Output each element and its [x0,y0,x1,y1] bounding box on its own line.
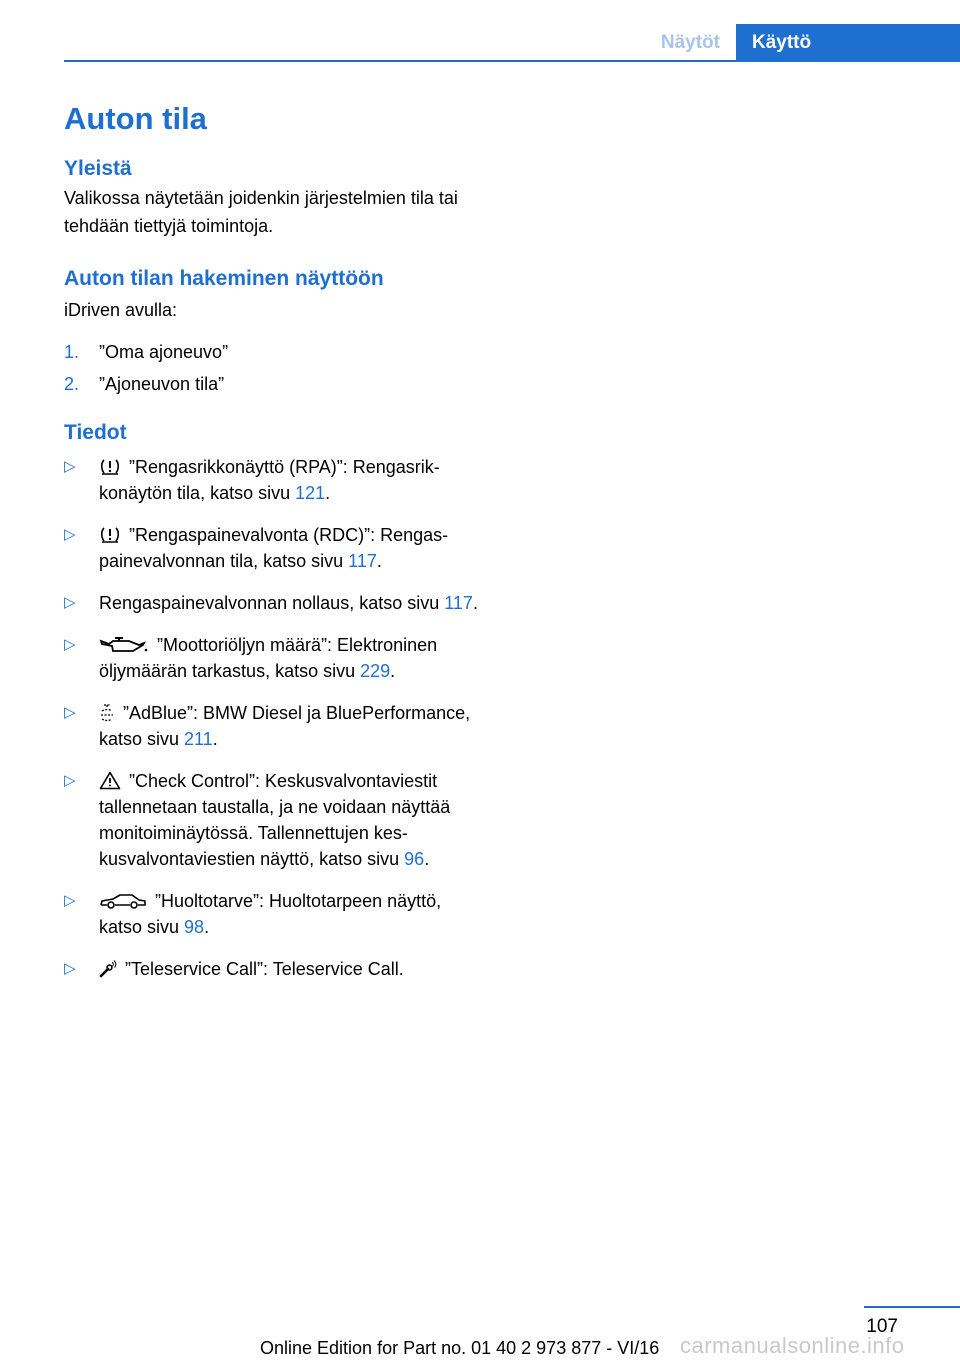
warning-triangle-icon [99,771,121,790]
header-chapter-tab[interactable]: Käyttö [736,24,960,62]
item-end: . [376,551,382,571]
tire-warning-icon [99,458,121,476]
page-title: Auton tila [64,101,207,136]
page-link[interactable]: 229 [360,661,391,681]
page-number: 107 [866,1316,898,1337]
page-link[interactable]: 98 [184,917,205,937]
item-text: ”Teleservice Call”: Teleservice Call. [125,959,404,979]
item-end: . [204,917,210,937]
item-end: . [390,661,396,681]
item-text: ”Rengaspainevalvonta (RDC)”: Rengaspainevalvonnan tila, katso sivu [99,525,449,571]
step-item [64,370,484,398]
tire-warning-icon [99,526,121,544]
section-heading-tiedot: Tiedot [64,421,127,444]
hakeminen-intro: iDriven avulla: [64,300,178,320]
page-link[interactable]: 121 [295,483,326,503]
content-column [64,98,484,998]
list-item [64,700,484,752]
item-text: ”Check Control”: Keskusvalvontaviestit tallennetaan taustalla, ja ne voidaan näyttää monitoiminäytössä. Tallennettujen keskusvalvontaviestien näyttö, katso sivu [99,771,451,869]
list-item [64,590,484,616]
bullet-icon: ▷ [64,892,76,909]
item-end: . [212,729,218,749]
list-item [64,956,484,982]
wrench-signal-icon [99,960,117,978]
step-item [64,338,484,366]
item-text: ”Moottoriöljyn määrä”: Elektroninen öljymäärän tarkastus, katso sivu [99,635,438,681]
bullet-icon: ▷ [64,772,76,789]
item-text: ”Huoltotarve”: Huoltotarpeen näyttö, katso sivu [99,891,442,937]
item-text: ”Rengasrikkonäyttö (RPA)”: Rengasrikkonäytön tila, katso sivu [99,457,440,503]
bullet-icon: ▷ [64,458,76,475]
bullet-icon: ▷ [64,704,76,721]
section-heading-hakeminen: Auton tilan hakeminen näyttöön [64,267,384,290]
adblue-icon [99,704,115,722]
item-text: ”AdBlue”: BMW Diesel ja BluePerformance, katso sivu [99,703,471,749]
step-text: ”Ajoneuvon tila” [99,374,225,394]
step-number: 2. [64,374,80,394]
oil-can-icon [99,636,149,654]
list-item [64,522,484,574]
list-item [64,888,484,940]
item-end: . [325,483,331,503]
list-item [64,768,484,872]
tiedot-list [64,454,484,982]
header-rule [64,60,960,62]
list-item [64,632,484,684]
bullet-icon: ▷ [64,960,76,977]
header-section-tab[interactable]: Näytöt [660,32,720,53]
page-link[interactable]: 96 [404,849,425,869]
car-service-icon [99,892,147,910]
edition-note: Online Edition for Part no. 01 40 2 973 877 - VI/16 [260,1338,660,1358]
bullet-icon: ▷ [64,594,76,611]
section-heading-yleista: Yleistä [64,157,132,180]
item-end: . [424,849,430,869]
steps-list [64,338,484,398]
watermark: carmanualsonline.info [680,1333,905,1358]
yleista-text: Valikossa näytetään joidenkin järjestelmien tila tai tehdään tiettyjä toimintoja. [64,188,458,236]
list-item [64,454,484,506]
footer-rule [864,1306,960,1308]
page-link[interactable]: 117 [444,593,473,613]
page-link[interactable]: 211 [184,729,213,749]
item-text: Rengaspainevalvonnan nollaus, katso sivu [99,593,445,613]
page-link[interactable]: 117 [348,551,377,571]
bullet-icon: ▷ [64,526,76,543]
item-end: . [472,593,478,613]
step-text: ”Oma ajoneuvo” [99,342,229,362]
bullet-icon: ▷ [64,636,76,653]
step-number: 1. [64,342,80,362]
